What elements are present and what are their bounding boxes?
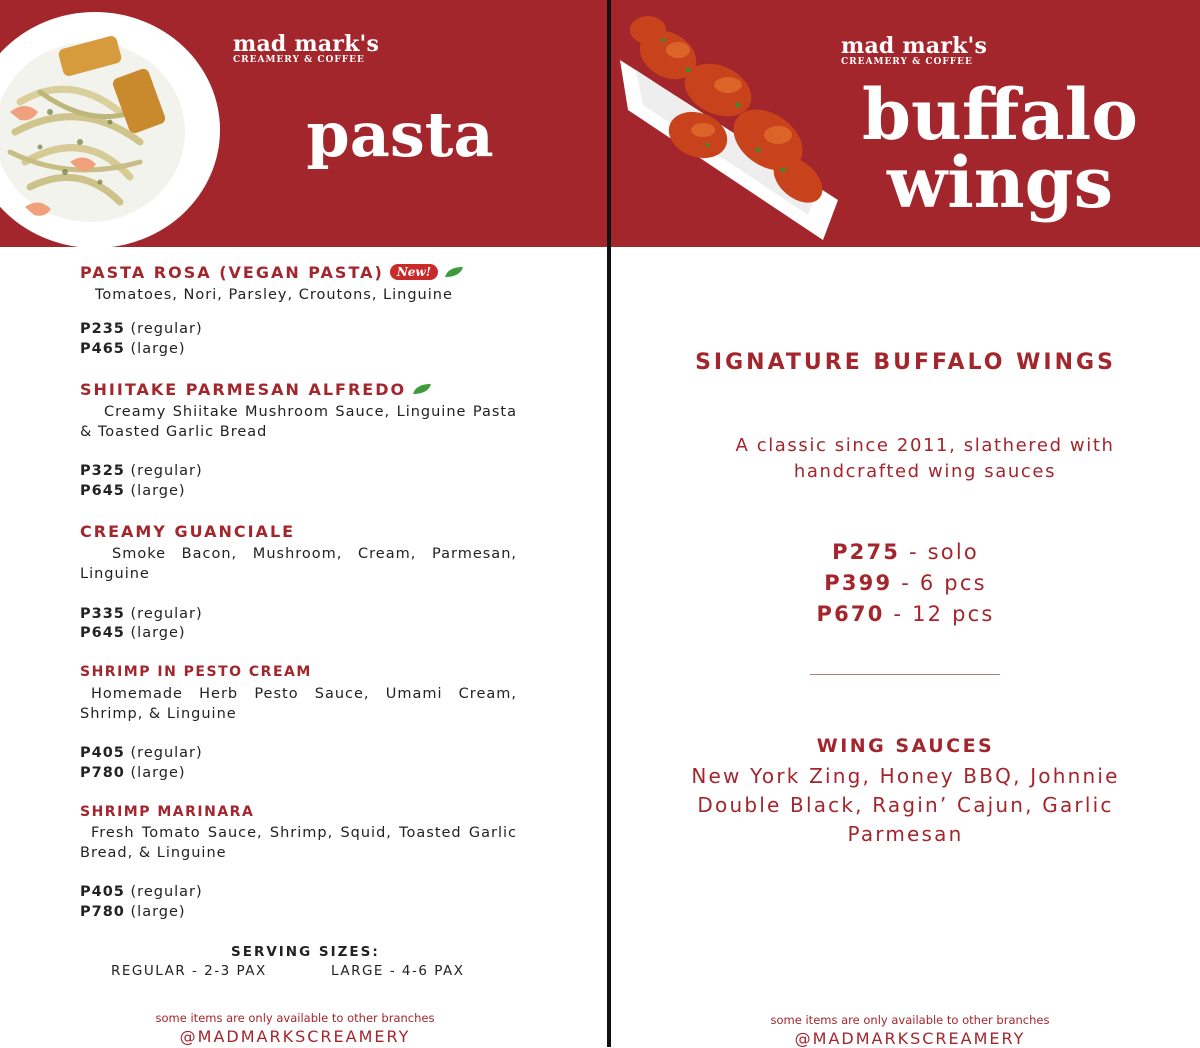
brand-name: mad mark's <box>233 31 380 57</box>
availability-note: some items are only available to other branches <box>770 1013 1050 1027</box>
wings-price: P670 - 12 pcs <box>816 602 995 626</box>
menu-item-title: SHRIMP IN PESTO CREAM <box>80 664 312 680</box>
menu-item-title: SHIITAKE PARMESAN ALFREDO <box>80 380 432 399</box>
brand-subtitle: CREAMERY & COFFEE <box>233 55 365 65</box>
menu-item-price: P645 (large) <box>80 483 186 499</box>
vegan-leaf-icon <box>412 383 432 395</box>
menu-item-price: P235 (regular) <box>80 321 203 337</box>
brand-logo-right <box>841 35 987 68</box>
section-divider-rule <box>810 674 1000 675</box>
serving-sizes-title: SERVING SIZES: <box>231 944 380 960</box>
menu-item-description: Fresh Tomato Sauce, Shrimp, Squid, Toasted Garlic Bread, & Linguine <box>80 825 517 861</box>
brand-subtitle: CREAMERY & COFFEE <box>841 57 973 67</box>
menu-item-description: Smoke Bacon, Mushroom, Cream, Parmesan, Linguine <box>80 546 517 582</box>
serving-size-large: LARGE - 4-6 PAX <box>331 963 465 979</box>
social-handle[interactable]: @MADMARKSCREAMERY <box>179 1027 411 1046</box>
menu-item-price: P325 (regular) <box>80 463 203 479</box>
vegan-leaf-icon <box>444 266 464 278</box>
new-badge: New! <box>390 264 438 280</box>
menu-item-title: SHRIMP MARINARA <box>80 804 255 820</box>
availability-note: some items are only available to other branches <box>155 1011 435 1025</box>
wings-price: P275 - solo <box>832 540 979 564</box>
wings-plate-image <box>608 0 848 247</box>
wings-title-line1: buffalo <box>862 73 1138 156</box>
menu-item-price: P645 (large) <box>80 625 186 641</box>
wings-title-line2: wings <box>886 141 1114 224</box>
menu-item-description: Creamy Shiitake Mushroom Sauce, Linguine Pasta & Toasted Garlic Bread <box>80 404 517 440</box>
wings-tagline: A classic since 2011, slathered with handcrafted wing sauces <box>735 435 1115 482</box>
menu-item-price: P780 (large) <box>80 904 186 920</box>
wing-sauces-title: WING SAUCES <box>816 735 995 757</box>
menu-item-price: P780 (large) <box>80 765 186 781</box>
brand-name: mad mark's <box>841 33 988 59</box>
menu-item-description: Tomatoes, Nori, Parsley, Croutons, Linguine <box>95 287 453 303</box>
menu-item-price: P405 (regular) <box>80 745 203 761</box>
pasta-title: pasta <box>306 98 494 171</box>
social-handle[interactable]: @MADMARKSCREAMERY <box>794 1029 1026 1048</box>
menu-item-price: P465 (large) <box>80 341 186 357</box>
wing-sauces-list: New York Zing, Honey BBQ, Johnnie Double Black, Ragin’ Cajun, Garlic Parmesan <box>691 764 1120 846</box>
signature-wings-title: SIGNATURE BUFFALO WINGS <box>695 350 1116 375</box>
wings-price: P399 - 6 pcs <box>824 571 987 595</box>
serving-size-regular: REGULAR - 2-3 PAX <box>111 963 267 979</box>
pasta-plate-image <box>0 12 220 248</box>
menu-item-price: P335 (regular) <box>80 606 203 622</box>
menu-item-title: CREAMY GUANCIALE <box>80 522 296 541</box>
menu-item-title: PASTA ROSA (VEGAN PASTA) New! <box>80 263 464 282</box>
brand-logo-left <box>233 33 379 66</box>
menu-item-price: P405 (regular) <box>80 884 203 900</box>
menu-item-description: Homemade Herb Pesto Sauce, Umami Cream, Shrimp, & Linguine <box>80 686 517 722</box>
